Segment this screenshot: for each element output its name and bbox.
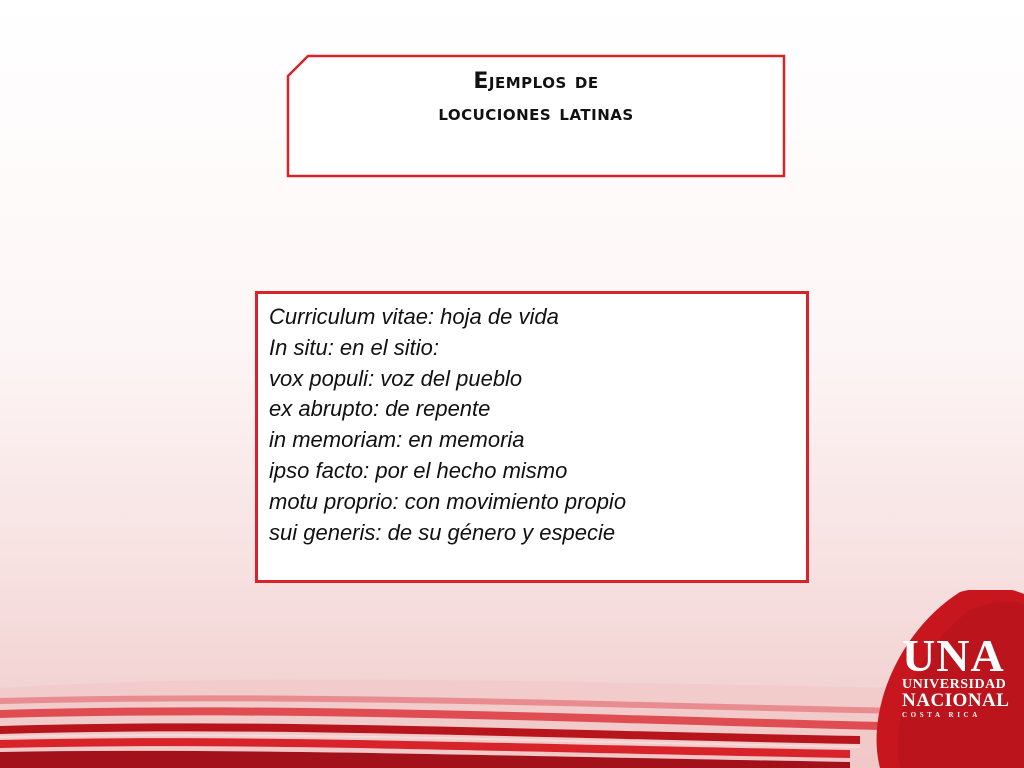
- logo-universidad: UNIVERSIDAD: [902, 677, 1007, 692]
- list-item: sui generis: de su género y especie: [269, 519, 616, 545]
- title-box: [286, 54, 786, 178]
- logo-costa-rica: COSTA RICA: [902, 711, 981, 719]
- decorative-waves: [0, 590, 1024, 768]
- list-item: Curriculum vitae: hoja de vida: [269, 304, 559, 329]
- una-logo: [902, 630, 1010, 720]
- list-item: motu proprio: con movimiento propio: [269, 488, 627, 514]
- title-line-2: locuciones latinas: [438, 101, 634, 126]
- list-item: ipso facto: por el hecho mismo: [269, 457, 568, 483]
- content-box: [255, 291, 809, 583]
- list-item: in memoriam: en memoria: [269, 427, 525, 453]
- logo-nacional: NACIONAL: [902, 690, 1010, 711]
- list-item: In situ: en el sitio:: [269, 334, 439, 360]
- title-line-1: Ejemplos de: [473, 69, 599, 94]
- list-item: ex abrupto: de repente: [269, 396, 491, 422]
- slide-title: [286, 66, 786, 130]
- logo-una-text: UNA: [902, 630, 1005, 681]
- locution-list: [258, 294, 806, 548]
- list-item: vox populi: voz del pueblo: [269, 365, 523, 391]
